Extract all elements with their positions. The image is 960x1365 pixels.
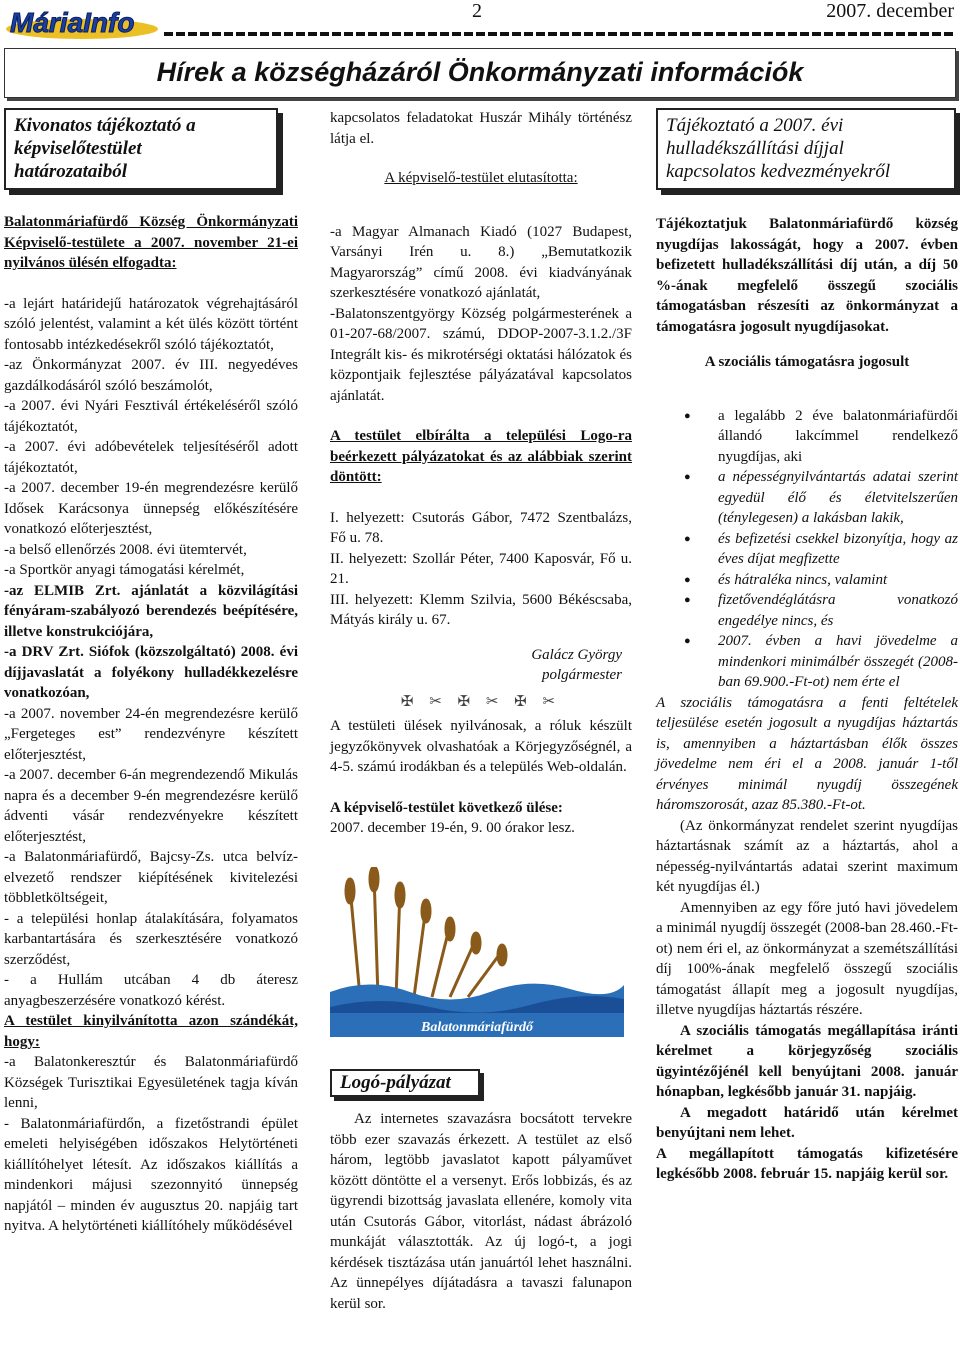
decision-item: -a DRV Zrt. Siófok (közszolgáltató) 2008. évi díjjavaslatát a folyékony hulladékkezelésre vonatkozóan, bbox=[4, 644, 298, 701]
decision-item: -a 2007. évi Nyári Fesztivál értékeléséről szóló tájékoztatót, bbox=[4, 398, 298, 435]
section-title-box bbox=[4, 48, 956, 98]
decision-item: -a 2007. november 24-én megrendezésre kerülő „Fergeteges est” rendezvényre készített előterjesztést, bbox=[4, 705, 298, 763]
column-council-decisions bbox=[4, 108, 298, 1237]
signature-name: Galácz György bbox=[531, 646, 622, 663]
box-title-line: kapcsolatos kedvezményekről bbox=[666, 161, 891, 182]
eligibility-heading: A szociális támogatásra jogosult bbox=[704, 354, 910, 370]
section-title: Hírek a községházáról Önkormányzati információk bbox=[156, 57, 804, 87]
intention-item: - Balatonmáriafürdőn, a fizetőstrandi épület emeleti helyiségében időszakos Helytörténeti kiállítóhelyet létesít. Az időszakos kiállítás a mindenkori májusi szezonnyitó ünnepség napjától – minden év augusztus 20. napjáig tart nyitva. A helytörténeti kiállítóhely működésével bbox=[4, 1115, 298, 1234]
intention-item: -a Balatonkeresztúr és Balatonmáriafürdő Községek Turisztikai Egyesületének tagja kíván lenni, bbox=[4, 1054, 298, 1111]
waste-fee-intro: Tájékoztatjuk Balatonmáriafürdő község nyugdíjas lakosságát, hogy a 2007. évben befizetett hulladékszállítási díj után, a díj 50 %-ának megfelelő összegű szociális támogatásban részesíti az önkormányzat a támogatásra jogosult nyugdíjasokat. bbox=[656, 216, 958, 335]
village-logo-image bbox=[330, 867, 624, 1067]
decision-item: - a települési honlap átalakítására, folyamatos karbantartására és szerkesztésére vonatkozó szerződést, bbox=[4, 910, 298, 968]
decision-item: -a belső ellenőrzés 2008. évi ütemtervét, bbox=[4, 541, 247, 558]
late-application-note: A megadott határidő után kérelmet benyújtani nem lehet. bbox=[656, 1104, 958, 1141]
full-support-info: Amennyiben az egy főre jutó havi jövedelem a minimál nyugdíj összegét (2008-ban 28.460.-Ft-ot) nem éri el, az önkormányzat a szemétszállítási díj 100%-ának megfelelő összegű szociális támogatást állapít meg a jogosult nyugdíjas, illetve nyugdíjas háztartás részére. bbox=[656, 899, 958, 1018]
box-title-line: határozataiból bbox=[14, 161, 127, 182]
decision-item: -a 2007. évi adóbevételek teljesítéséről adott tájékoztatót, bbox=[4, 439, 298, 476]
ornament-divider: ✠ ✂ ✠ ✂ ✠ ✂ bbox=[400, 693, 562, 710]
waste-fee-box bbox=[656, 108, 956, 190]
decision-item: -a 2007. december 6-án megrendezendő Mikulás napra és a december 9-én megrendezésre kerülő ádventi vásár rendezvényekre készített előterjesztést, bbox=[4, 767, 298, 845]
eligibility-list bbox=[656, 406, 958, 693]
intentions-heading: A testület kinyilvánította azon szándékát, hogy: bbox=[4, 1013, 298, 1050]
decision-item: -az Önkormányzat 2007. év III. negyedéves gazdálkodásáról szóló beszámolót, bbox=[4, 357, 298, 394]
rejections-heading: A képviselő-testület elutasította: bbox=[384, 170, 578, 186]
winner-third: III. helyezett: Klemm Szilvia, 5600 Békéscsaba, Mátyás király u. 67. bbox=[330, 591, 632, 628]
column-waste-fee-discount bbox=[656, 108, 958, 1185]
application-deadline: A szociális támogatás megállapítása iránti kérelmet a körjegyzőség szociális ügyintézőjénél kell benyújtani 2008. január hónapban, legkésőbb január 31. napjáig. bbox=[656, 1022, 958, 1100]
eligibility-item: ● és hátraléka nincs, valamint bbox=[718, 570, 958, 591]
box-title-line: hulladékszállítási díjjal bbox=[666, 138, 844, 159]
household-definition: (Az önkormányzat rendelet szerint nyugdíjas háztartásnak számít az a háztartás, ahol a népesség-nyilvántartás adatai szerint maximum két nyugdíjas él.) bbox=[656, 817, 958, 895]
logo-caption: Balatonmáriafürdő bbox=[420, 1019, 534, 1035]
winner-first: I. helyezett: Csutorás Gábor, 7472 Szentbalázs, Fő u. 78. bbox=[330, 509, 632, 546]
issue-date: 2007. december bbox=[826, 0, 954, 22]
logo-contest-box: Logó-pályázat bbox=[330, 1069, 480, 1098]
council-decisions-box bbox=[4, 108, 278, 190]
decisions-intro: Balatonmáriafürdő Község Önkormányzati Képviselő-testülete a 2007. november 21-ei nyilvános ülésén elfogadta: bbox=[4, 214, 298, 271]
payment-date: A megállapított támogatás kifizetésére legkésőbb 2008. február 15. napjáig kerül sor. bbox=[656, 1145, 958, 1182]
box-title-line: képviselőtestület bbox=[14, 138, 142, 159]
mariainfo-logo bbox=[4, 4, 160, 42]
decision-item: -a 2007. december 19-én megrendezésre kerülő Idősek Karácsonya ünnepség előkészítésére vonatkozó előterjesztést, bbox=[4, 480, 298, 537]
household-eligibility: A szociális támogatásra a fenti feltételek teljesülése esetén jogosult a nyugdíjas háztartás is, amennyiben a háztartásban élők összes jövedelme nem éri el a 2008. január 1-től érvényes minimál nyugdíj összegének háromszorosát, azaz 85.380.-Ft-ot. bbox=[656, 694, 958, 813]
next-meeting-date: 2007. december 19-én, 9. 00 órakor lesz. bbox=[330, 820, 575, 836]
signature-title: polgármester bbox=[542, 667, 622, 683]
continued-text: kapcsolatos feladatokat Huszár Mihály történész látja el. bbox=[330, 110, 632, 147]
box-title-line: Kivonatos tájékoztató a bbox=[14, 115, 196, 136]
eligibility-item: ● és befizetési csekkel bizonyítja, hogy az éves díjat megfizette bbox=[718, 529, 958, 570]
decision-item: -a Sportkör anyagi támogatási kérelmét, bbox=[4, 562, 245, 578]
eligibility-item: ● a legalább 2 éve balatonmáriafürdői állandó lakcímmel rendelkező nyugdíjas, aki bbox=[718, 406, 958, 468]
rejection-item: -Balatonszentgyörgy Község polgármesterének a 01-207-68/2007. számú, DDOP-2007-3.1.2./3F Integrált kis- és mikrotérségi oktatási hálózatok és központjaik fejlesztése pályázatával kapcsolatos ajánlatát. bbox=[330, 305, 632, 404]
decision-item: -az ELMIB Zrt. ajánlatát a közvilágítási fényáram-szabályozó berendezés beépítésére, illetve konstrukciójára, bbox=[4, 582, 298, 640]
eligibility-item: ● 2007. évben a havi jövedelme a mindenkori minimálbér összegét (2008-ban 69.900.-Ft-ot) nem érte el bbox=[718, 631, 958, 693]
logo-decision-heading: A testület elbírálta a települési Logo-ra beérkezett pályázatokat és az alábbiak szerint döntött: bbox=[330, 428, 632, 485]
logo-contest-text: Az internetes szavazásra bocsátott tervekre több ezer szavazás érkezett. A testület az első három, legtöbb javaslatot kapott pályaművet között döntötte el a versenyt. Erős lobbizás, és az ügyrendi bizottság javaslata ellenére, komoly vita után Csutorás Gábor, vitorlást, nádast ábrázoló munkáját választották. Az új logó-t, a jogi kérdések tisztázása után januártól lehet használni. Az ünnepélyes díjátadásra a tavaszi falunapon kerül sor. bbox=[330, 1111, 632, 1312]
winner-second: II. helyezett: Szollár Péter, 7400 Kaposvár, Fő u. 21. bbox=[330, 550, 632, 587]
decision-item: -a lejárt határidejű határozatok végrehajtásáról szóló jelentést, valamint a két ülés között történt fontosabb intézkedésekről szóló tájékoztatót, bbox=[4, 295, 298, 353]
eligibility-item: ● fizetővendéglátásra vonatkozó engedélye nincs, és bbox=[718, 590, 958, 631]
next-meeting-heading: A képviselő-testület következő ülése: bbox=[330, 799, 563, 816]
rejection-item: -a Magyar Almanach Kiadó (1027 Budapest, Varsányi Irén u. 8.) „Bemutatkozik Magyarország” című 2008. évi kiadványának szerkesztésére vonatkozó ajánlatát, bbox=[330, 223, 632, 301]
svg-text:MáriaInfo: MáriaInfo bbox=[10, 7, 135, 38]
decision-item: - a Hullám utcában 4 db áteresz anyagbeszerzésére vonatkozó kérést. bbox=[4, 972, 298, 1009]
header-divider bbox=[164, 32, 954, 36]
page-number: 2 bbox=[472, 0, 482, 22]
meetings-info: A testületi ülések nyilvánosak, a róluk készült jegyzőkönyvek olvashatóak a Körjegyzőségnél, a 4-5. számú irodákban és a település Web-oldalán. bbox=[330, 718, 632, 775]
eligibility-item: ● a népességnyilvántartás adatai szerint egyedül élő és életvitelszerűen (ténylegesen) a lakásban lakik, bbox=[718, 467, 958, 529]
decision-item: -a Balatonmáriafürdő, Bajcsy-Zs. utca belvíz-elvezető rendszer kiépítésének kivitelezési többletköltségeit, bbox=[4, 849, 298, 906]
column-rejections-logo bbox=[330, 108, 632, 1314]
box-title-line: Tájékoztató a 2007. évi bbox=[666, 115, 844, 136]
